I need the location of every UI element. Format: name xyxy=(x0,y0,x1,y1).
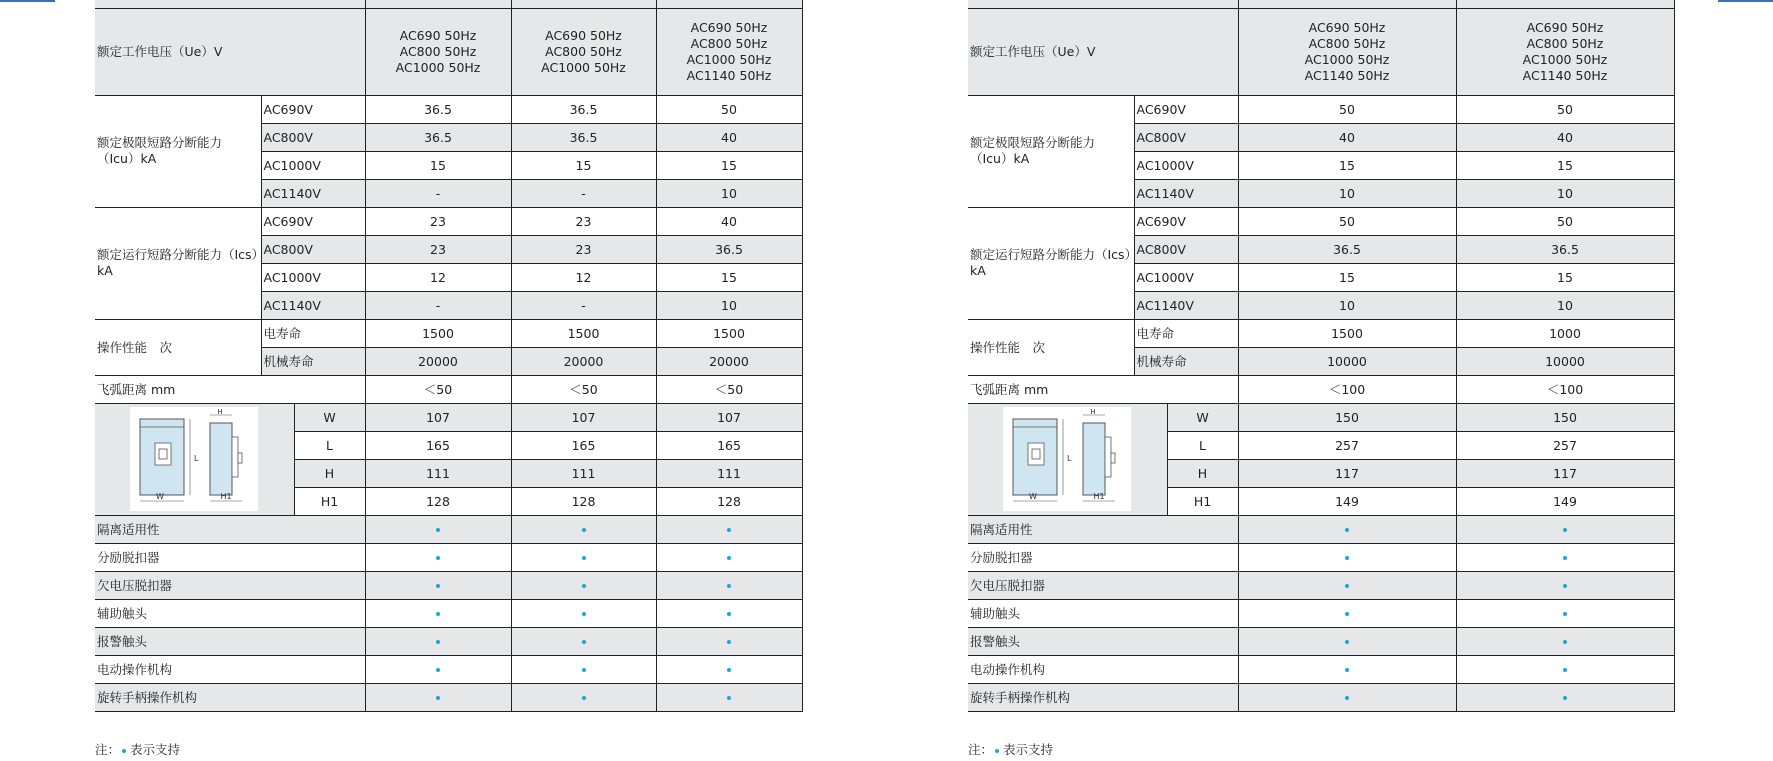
voltage-level-label: AC690V xyxy=(1134,95,1238,123)
feature-label: 分励脱扣器 xyxy=(968,543,1238,571)
sub-label: 机械寿命 xyxy=(1134,347,1238,375)
value-cell xyxy=(365,543,511,571)
dimension-label: H xyxy=(294,459,365,487)
table-row xyxy=(968,0,1674,8)
value-cell: 50 xyxy=(1238,207,1456,235)
support-dot-icon xyxy=(582,584,586,588)
value-cell xyxy=(1456,627,1674,655)
support-dot-icon xyxy=(582,668,586,672)
sub-label: 机械寿命 xyxy=(261,347,365,375)
feature-label: 辅助触头 xyxy=(968,599,1238,627)
value-cell: 36.5 xyxy=(365,95,511,123)
table-row xyxy=(968,8,1674,95)
table-row xyxy=(968,403,1674,431)
row-label: 额定工作电压（Ue）V xyxy=(95,8,365,95)
value-cell xyxy=(1456,655,1674,683)
value-cell xyxy=(1456,543,1674,571)
value-cell xyxy=(1456,683,1674,711)
table-row xyxy=(968,319,1674,347)
value-cell: ＜50 xyxy=(511,375,656,403)
value-cell: AC690 50Hz AC800 50Hz AC1000 50Hz xyxy=(511,8,656,95)
table-row xyxy=(968,543,1674,571)
spec-table xyxy=(968,0,1675,712)
value-cell: 15 xyxy=(1238,263,1456,291)
value-cell xyxy=(511,599,656,627)
value-cell: - xyxy=(365,179,511,207)
footnote-left xyxy=(95,740,180,758)
value-cell: 15 xyxy=(1238,151,1456,179)
value-cell: 1500 xyxy=(1238,319,1456,347)
value-cell: 165 xyxy=(656,431,802,459)
table-row xyxy=(95,375,802,403)
feature-label: 旋转手柄操作机构 xyxy=(968,683,1238,711)
value-cell: 15 xyxy=(365,151,511,179)
value-cell xyxy=(511,627,656,655)
value-cell xyxy=(511,655,656,683)
feature-label: 报警触头 xyxy=(968,627,1238,655)
value-cell: 20000 xyxy=(365,347,511,375)
value-cell: AC690 50Hz AC800 50Hz AC1000 50Hz AC1140 50Hz xyxy=(656,8,802,95)
value-cell: 10 xyxy=(1456,179,1674,207)
value-cell xyxy=(365,599,511,627)
value-cell: 257 xyxy=(1456,431,1674,459)
value-cell: 36.5 xyxy=(511,95,656,123)
voltage-level-label: AC800V xyxy=(1134,235,1238,263)
row-label: 额定运行短路分断能力（Ics）kA xyxy=(968,207,1134,319)
value-cell: 1500 xyxy=(656,319,802,347)
value-cell: 165 xyxy=(365,431,511,459)
feature-label: 欠电压脱扣器 xyxy=(95,571,365,599)
value-cell: - xyxy=(365,291,511,319)
drawing-label-h: H xyxy=(1090,408,1096,416)
table-row xyxy=(95,319,802,347)
value-cell xyxy=(511,571,656,599)
table-row xyxy=(968,571,1674,599)
value-cell: 36.5 xyxy=(365,123,511,151)
spec-table xyxy=(95,0,803,712)
voltage-level-label: AC690V xyxy=(261,207,365,235)
support-dot-icon xyxy=(582,640,586,644)
value-cell: 128 xyxy=(656,487,802,515)
support-dot-icon xyxy=(1345,640,1349,644)
dimension-label: H xyxy=(1167,459,1238,487)
feature-label: 辅助触头 xyxy=(95,599,365,627)
support-dot-icon xyxy=(1563,696,1567,700)
support-dot-icon xyxy=(122,749,126,753)
drawing-frame xyxy=(130,407,258,511)
table-row xyxy=(95,515,802,543)
voltage-level-label: AC690V xyxy=(261,95,365,123)
voltage-level-label: AC1000V xyxy=(261,263,365,291)
value-cell: 20000 xyxy=(511,347,656,375)
value-cell: 1000 xyxy=(1456,319,1674,347)
value-cell: 257 xyxy=(1238,431,1456,459)
support-dot-icon xyxy=(1563,668,1567,672)
value-cell xyxy=(365,571,511,599)
voltage-level-label: AC1000V xyxy=(261,151,365,179)
value-cell: 107 xyxy=(656,403,802,431)
dimension-label: W xyxy=(1167,403,1238,431)
value-cell: 36.5 xyxy=(1238,235,1456,263)
feature-label: 电动操作机构 xyxy=(95,655,365,683)
value-cell: 111 xyxy=(656,459,802,487)
spec-table-right xyxy=(968,0,1675,712)
voltage-level-label: AC690V xyxy=(1134,207,1238,235)
voltage-level-label: AC800V xyxy=(261,123,365,151)
value-cell xyxy=(1238,515,1456,543)
support-dot-icon xyxy=(1563,556,1567,560)
support-dot-icon xyxy=(436,528,440,532)
table-row xyxy=(968,599,1674,627)
value-cell: 40 xyxy=(1456,123,1674,151)
support-dot-icon xyxy=(1563,640,1567,644)
dimension-label: H1 xyxy=(1167,487,1238,515)
value-cell: 10 xyxy=(1456,291,1674,319)
value-cell: AC690 50Hz AC800 50Hz AC1000 50Hz xyxy=(365,8,511,95)
page-edge-right xyxy=(1718,0,1773,2)
spec-table-left xyxy=(95,0,803,712)
value-cell xyxy=(656,543,802,571)
feature-label: 隔离适用性 xyxy=(968,515,1238,543)
value-cell: 12 xyxy=(511,263,656,291)
table-row xyxy=(95,543,802,571)
value-cell: 15 xyxy=(511,151,656,179)
table-row xyxy=(968,627,1674,655)
value-cell: 36.5 xyxy=(511,123,656,151)
value-cell: ＜50 xyxy=(365,375,511,403)
row-label: 额定工作电压（Ue）V xyxy=(968,8,1238,95)
support-dot-icon xyxy=(582,612,586,616)
drawing-label-w: W xyxy=(156,492,165,501)
support-dot-icon xyxy=(1563,528,1567,532)
value-cell: 15 xyxy=(1456,263,1674,291)
value-cell: 40 xyxy=(656,123,802,151)
value-cell: ＜100 xyxy=(1456,375,1674,403)
drawing-label-l: L xyxy=(194,454,199,463)
support-dot-icon xyxy=(727,640,731,644)
value-cell: 149 xyxy=(1238,487,1456,515)
breaker-dimension-drawing xyxy=(130,407,258,511)
value-cell xyxy=(365,627,511,655)
drawing-cell xyxy=(95,403,294,515)
value-cell: 12 xyxy=(365,263,511,291)
support-dot-icon xyxy=(727,556,731,560)
table-row xyxy=(95,95,802,123)
value-cell: 117 xyxy=(1456,459,1674,487)
dimension-label: W xyxy=(294,403,365,431)
value-cell: AC690 50Hz AC800 50Hz AC1000 50Hz AC1140 50Hz xyxy=(1456,8,1674,95)
value-cell: 15 xyxy=(656,263,802,291)
support-dot-icon xyxy=(1345,668,1349,672)
drawing-label-l: L xyxy=(1067,454,1072,463)
support-dot-icon xyxy=(1563,584,1567,588)
value-cell: 10000 xyxy=(1456,347,1674,375)
support-dot-icon xyxy=(1345,696,1349,700)
value-cell: 50 xyxy=(656,95,802,123)
feature-label: 欠电压脱扣器 xyxy=(968,571,1238,599)
feature-label: 隔离适用性 xyxy=(95,515,365,543)
support-dot-icon xyxy=(436,668,440,672)
support-dot-icon xyxy=(436,640,440,644)
value-cell xyxy=(656,599,802,627)
value-cell: 117 xyxy=(1238,459,1456,487)
support-dot-icon xyxy=(436,584,440,588)
table-row xyxy=(968,375,1674,403)
sub-label: 电寿命 xyxy=(261,319,365,347)
value-cell: 10 xyxy=(656,291,802,319)
value-cell xyxy=(511,515,656,543)
footnote-prefix: 注： xyxy=(968,742,994,757)
support-dot-icon xyxy=(1345,612,1349,616)
value-cell: 10 xyxy=(1238,179,1456,207)
support-dot-icon xyxy=(727,612,731,616)
support-dot-icon xyxy=(727,528,731,532)
dimension-label: H1 xyxy=(294,487,365,515)
value-cell: 20000 xyxy=(656,347,802,375)
value-cell: 40 xyxy=(656,207,802,235)
value-cell: 15 xyxy=(656,151,802,179)
table-row xyxy=(95,627,802,655)
value-cell xyxy=(1456,571,1674,599)
support-dot-icon xyxy=(582,528,586,532)
dimension-label: L xyxy=(1167,431,1238,459)
value-cell: - xyxy=(511,179,656,207)
voltage-level-label: AC1140V xyxy=(1134,291,1238,319)
value-cell: 23 xyxy=(365,207,511,235)
table-row xyxy=(968,95,1674,123)
value-cell: 107 xyxy=(365,403,511,431)
value-cell: 150 xyxy=(1238,403,1456,431)
value-cell xyxy=(1238,683,1456,711)
footnote-text: 表示支持 xyxy=(130,742,181,757)
value-cell: 36.5 xyxy=(1456,235,1674,263)
page-edge-left xyxy=(0,0,55,2)
voltage-level-label: AC1140V xyxy=(1134,179,1238,207)
feature-label: 分励脱扣器 xyxy=(95,543,365,571)
table-row xyxy=(968,207,1674,235)
voltage-level-label: AC1140V xyxy=(261,179,365,207)
row-label: 额定极限短路分断能力（Icu）kA xyxy=(95,95,261,207)
value-cell: 10 xyxy=(656,179,802,207)
row-label: 额定运行短路分断能力（Ics）kA xyxy=(95,207,261,319)
feature-label: 报警触头 xyxy=(95,627,365,655)
value-cell: 50 xyxy=(1238,95,1456,123)
value-cell xyxy=(656,655,802,683)
value-cell: ＜100 xyxy=(1238,375,1456,403)
value-cell: 50 xyxy=(1456,95,1674,123)
value-cell: 1500 xyxy=(365,319,511,347)
value-cell: 50 xyxy=(1456,207,1674,235)
value-cell xyxy=(656,627,802,655)
table-row xyxy=(968,515,1674,543)
value-cell xyxy=(656,515,802,543)
value-cell: 36.5 xyxy=(656,235,802,263)
value-cell: AC690 50Hz AC800 50Hz AC1000 50Hz AC1140 50Hz xyxy=(1238,8,1456,95)
dimension-label: L xyxy=(294,431,365,459)
support-dot-icon xyxy=(1563,612,1567,616)
value-cell xyxy=(1456,515,1674,543)
value-cell: 10 xyxy=(1238,291,1456,319)
voltage-level-label: AC1000V xyxy=(1134,151,1238,179)
support-dot-icon xyxy=(727,696,731,700)
drawing-frame xyxy=(1003,407,1131,511)
voltage-level-label: AC800V xyxy=(1134,123,1238,151)
table-row xyxy=(95,683,802,711)
value-cell: 107 xyxy=(511,403,656,431)
value-cell: 10000 xyxy=(1238,347,1456,375)
row-label: 操作性能 次 xyxy=(968,319,1134,375)
footnote-right xyxy=(968,740,1053,758)
drawing-cell xyxy=(968,403,1167,515)
table-row xyxy=(968,683,1674,711)
feature-label: 电动操作机构 xyxy=(968,655,1238,683)
value-cell: 128 xyxy=(511,487,656,515)
breaker-dimension-drawing xyxy=(1003,407,1131,511)
table-row xyxy=(95,571,802,599)
support-dot-icon xyxy=(436,612,440,616)
support-dot-icon xyxy=(436,696,440,700)
drawing-label-h1: H1 xyxy=(1093,492,1105,501)
voltage-level-label: AC800V xyxy=(261,235,365,263)
value-cell: 15 xyxy=(1456,151,1674,179)
value-cell xyxy=(1238,571,1456,599)
table-row xyxy=(95,403,802,431)
drawing-label-h: H xyxy=(217,408,223,416)
support-dot-icon xyxy=(727,584,731,588)
support-dot-icon xyxy=(1345,528,1349,532)
drawing-label-w: W xyxy=(1029,492,1038,501)
support-dot-icon xyxy=(1345,556,1349,560)
value-cell: 1500 xyxy=(511,319,656,347)
value-cell xyxy=(365,683,511,711)
value-cell: 149 xyxy=(1456,487,1674,515)
row-label: 飞弧距离 mm xyxy=(968,375,1238,403)
value-cell: 23 xyxy=(365,235,511,263)
support-dot-icon xyxy=(582,556,586,560)
value-cell xyxy=(656,571,802,599)
value-cell xyxy=(365,655,511,683)
value-cell xyxy=(656,683,802,711)
voltage-level-label: AC1140V xyxy=(261,291,365,319)
table-row xyxy=(95,599,802,627)
value-cell xyxy=(1238,627,1456,655)
support-dot-icon xyxy=(436,556,440,560)
table-row xyxy=(95,8,802,95)
value-cell xyxy=(511,683,656,711)
value-cell: 23 xyxy=(511,235,656,263)
feature-label: 旋转手柄操作机构 xyxy=(95,683,365,711)
value-cell: 128 xyxy=(365,487,511,515)
support-dot-icon xyxy=(582,696,586,700)
table-row xyxy=(95,207,802,235)
support-dot-icon xyxy=(995,749,999,753)
row-label: 额定极限短路分断能力（Icu）kA xyxy=(968,95,1134,207)
table-row xyxy=(968,655,1674,683)
row-label: 操作性能 次 xyxy=(95,319,261,375)
value-cell xyxy=(1238,599,1456,627)
value-cell: 165 xyxy=(511,431,656,459)
voltage-level-label: AC1000V xyxy=(1134,263,1238,291)
value-cell: - xyxy=(511,291,656,319)
footnote-text: 表示支持 xyxy=(1003,742,1054,757)
support-dot-icon xyxy=(727,668,731,672)
value-cell: 150 xyxy=(1456,403,1674,431)
value-cell: ＜50 xyxy=(656,375,802,403)
value-cell xyxy=(1238,543,1456,571)
value-cell xyxy=(1238,655,1456,683)
value-cell: 111 xyxy=(365,459,511,487)
support-dot-icon xyxy=(1345,584,1349,588)
value-cell xyxy=(1456,599,1674,627)
footnote-prefix: 注： xyxy=(95,742,121,757)
value-cell xyxy=(365,515,511,543)
sub-label: 电寿命 xyxy=(1134,319,1238,347)
row-label: 飞弧距离 mm xyxy=(95,375,365,403)
value-cell: 40 xyxy=(1238,123,1456,151)
drawing-label-h1: H1 xyxy=(220,492,232,501)
value-cell xyxy=(511,543,656,571)
table-row xyxy=(95,0,802,8)
table-row xyxy=(95,655,802,683)
value-cell: 23 xyxy=(511,207,656,235)
value-cell: 111 xyxy=(511,459,656,487)
